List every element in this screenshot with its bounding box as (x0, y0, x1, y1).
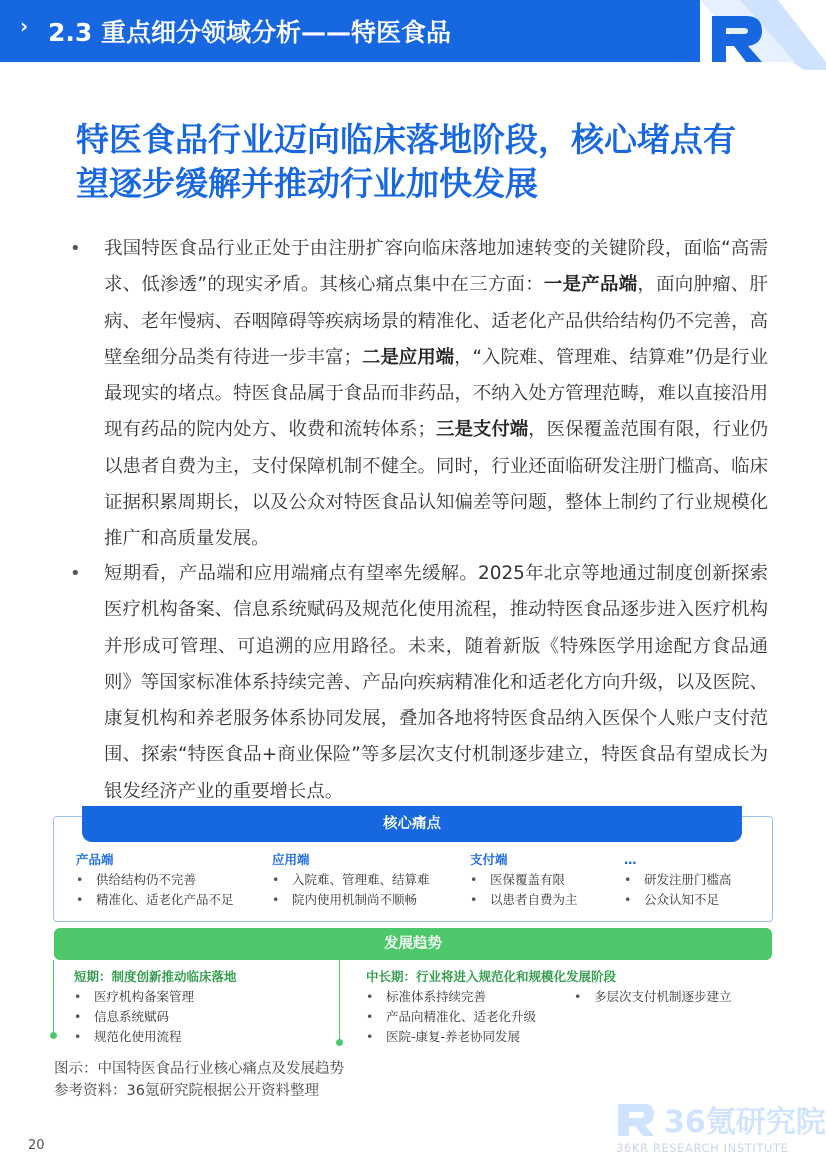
header-bar (0, 0, 700, 62)
figure-source: 参考资料：36氪研究院根据公开资料整理 (54, 1083, 319, 1099)
trend-item: • 多层次支付机制逐步建立 (574, 987, 732, 1007)
figure-title: 图示：中国特医食品行业核心痛点及发展趋势 (54, 1061, 344, 1077)
pain-item: • 以患者自费为主 (470, 890, 660, 910)
chevron-right-icon: › (20, 14, 29, 38)
pain-points-banner: 核心痛点 (82, 806, 742, 842)
pain-item: • 医保覆盖有限 (470, 870, 660, 890)
pain-item: • 精准化、适老化产品不足 (76, 890, 266, 910)
body-bullet-1 (70, 231, 770, 561)
pain-item: • 研发注册门槛高 (624, 870, 814, 890)
bold-payment-side: 三是支付端 (435, 419, 529, 441)
pain-item: • 院内使用机制尚不顺畅 (272, 890, 462, 910)
text-run: ，“入院难、管理难、结算难”仍是行业最现实的堵点。特医食品属于食品而非药品，不纳入处方管理范畴，难以直接沿用现有药品的院内处方、收费和流转体系； (104, 346, 768, 441)
page-headline: 特医食品行业迈向临床落地阶段，核心堵点有望逐步缓解并推动行业加快发展 (76, 120, 736, 203)
bold-product-side: 一是产品端 (543, 274, 638, 296)
trend-item: • 标准体系持续完善 (366, 987, 616, 1007)
brand-name: 36氪研究院 (664, 1105, 826, 1140)
text-run: ，面向肿瘤、肝病、老年慢病、吞咽障碍等疾病场景的精准化、适老化产品供给结构仍不完善，高壁垒细分品类有待进一步丰富； (104, 274, 768, 368)
pain-item: • 公众认知不足 (624, 890, 814, 910)
36kr-research-logo (614, 1096, 826, 1156)
bullet-paragraph: 短期看，产品端和应用端痛点有望率先缓解。2025年北京等地通过制度创新探索医疗机构备案、信息系统赋码及规范化使用流程，推动特医食品逐步进入医疗机构并形成可管理、可追溯的应用路径。未来，随着新版《特殊医学用途配方食品通则》等国家标准体系持续完善、产品向疾病精准化和适老化方向升级，以及医院、康复机构和养老服务体系协同发展，叠加各地将特医食品纳入医保个人账户支付范围、探索“特医食品+商业保险”等多层次支付机制逐步建立，特医食品有望成长为银发经济产业的重要增长点。 (104, 563, 768, 802)
pain-column-head: 产品端 (76, 852, 114, 867)
trend-item: • 产品向精准化、适老化升级 (366, 1007, 616, 1027)
trend-head: 短期：制度创新推动临床落地 (74, 969, 237, 984)
pain-column-application (272, 850, 462, 910)
figure-caption (54, 1058, 344, 1102)
trends-banner: 发展趋势 (54, 928, 772, 960)
bold-application-side: 二是应用端 (361, 346, 455, 368)
36kr-r-logo-icon (700, 0, 826, 70)
text-run: 我国特医食品行业正处于由注册扩容向临床落地加速转变的关键阶段，面临“高需求、低渗透”的现实矛盾。其核心痛点集中在三方面： (104, 238, 768, 296)
trend-item: • 信息系统赋码 (74, 1007, 237, 1027)
timeline-dot (50, 1032, 57, 1039)
trend-short-term (74, 966, 237, 1047)
pain-item: • 供给结构仍不完善 (76, 870, 266, 890)
timeline-dot (336, 1039, 343, 1046)
bullet-paragraph (104, 231, 768, 558)
body-bullet-2 (70, 556, 770, 802)
pain-column-product (76, 850, 266, 910)
timeline-line-long (339, 960, 340, 1042)
timeline-line-short (53, 960, 54, 1035)
pain-column-head: … (624, 852, 637, 867)
pain-column-other (624, 850, 814, 910)
pain-item: • 入院难、管理难、结算难 (272, 870, 462, 890)
bullet-dot: • (70, 563, 81, 584)
pain-column-head: 支付端 (470, 852, 508, 867)
text-run: ，医保覆盖范围有限，行业仍以患者自费为主，支付保障机制不健全。同时，行业还面临研发注册门槛高、临床证据积累周期长，以及公众对特医食品认知偏差等问题，整体上制约了行业规模化推广和高质量发展。 (104, 419, 768, 550)
trend-item: • 规范化使用流程 (74, 1027, 237, 1047)
trend-mid-long-term-right (574, 987, 732, 1007)
brand-name-en: 36KR RESEARCH INSTITUTE (616, 1141, 789, 1155)
pain-column-head: 应用端 (272, 852, 310, 867)
section-title: 2.3 重点细分领域分析——特医食品 (48, 18, 451, 47)
trend-head: 中长期：行业将进入规范化和规模化发展阶段 (366, 969, 617, 984)
trend-item: • 医院-康复-养老协同发展 (366, 1027, 616, 1047)
page-number: 20 (28, 1138, 45, 1153)
page-header (0, 0, 826, 62)
trend-item: • 医疗机构备案管理 (74, 987, 237, 1007)
bullet-dot: • (70, 238, 81, 259)
